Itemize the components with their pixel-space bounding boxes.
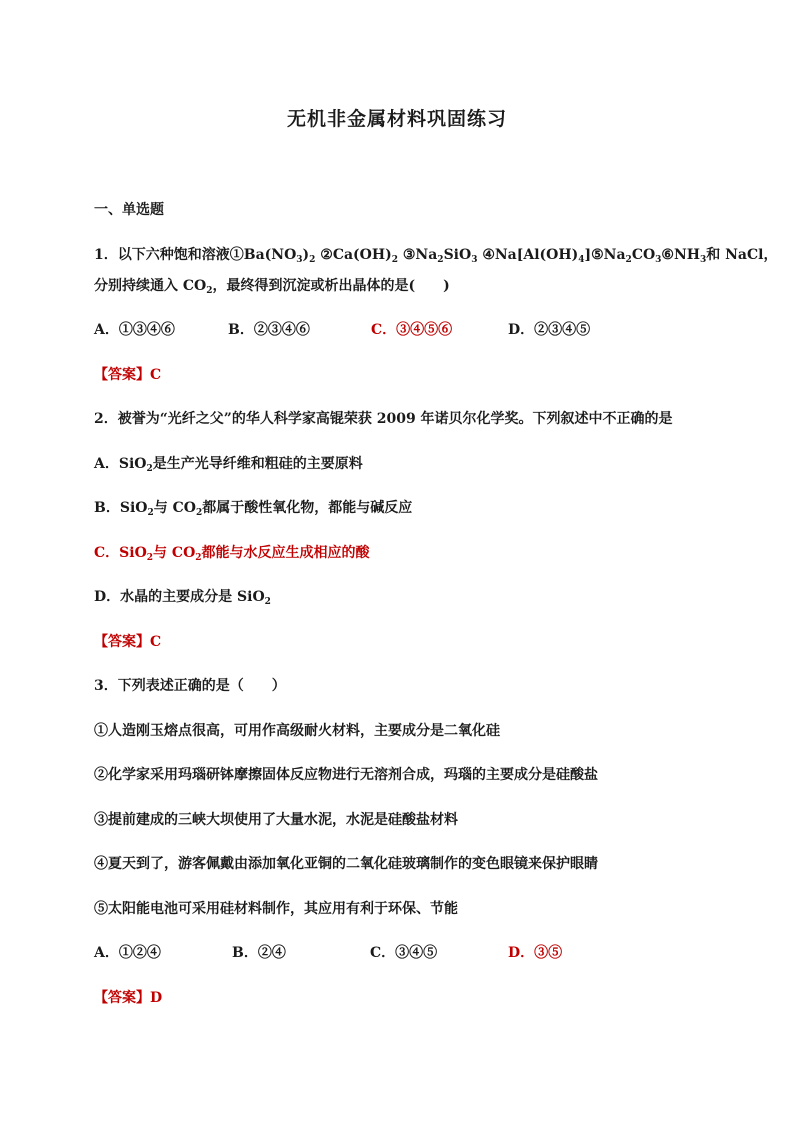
q1-answer: 【答案】C <box>94 367 162 383</box>
q3-option-d: D．③⑤ <box>508 945 563 961</box>
q3-option-b: B．②④ <box>232 945 286 961</box>
q1-stem-line2: 分别持续通入 $CO_2$，最终得到沉淀或析出晶体的是( ) <box>94 278 450 296</box>
q3-statement-3: ③提前建成的三峡大坝使用了大量水泥，水泥是硅酸盐材料 <box>94 812 458 828</box>
q1-option-c: C．③④⑤⑥ <box>371 322 453 338</box>
q2-option-b: B．SiO$_2$与 $CO_2$都属于酸性氧化物，都能与碱反应 <box>94 500 413 518</box>
q1-option-b: B．②③④⑥ <box>228 322 310 338</box>
q2-option-d: D．水晶的主要成分是 SiO$_2$ <box>94 589 271 607</box>
q1-option-a: A．①③④⑥ <box>94 322 175 338</box>
q2-option-a: A．SiO$_2$是生产光导纤维和粗硅的主要原料 <box>94 456 363 474</box>
q3-option-a: A．①②④ <box>94 945 161 961</box>
q3-statement-4: ④夏天到了，游客佩戴由添加氧化亚铜的二氧化硅玻璃制作的变色眼镜来保护眼睛 <box>94 856 598 872</box>
q3-statement-5: ⑤太阳能电池可采用硅材料制作，其应用有利于环保、节能 <box>94 901 458 917</box>
q2-stem: 2．被誉为“光纤之父”的华人科学家高锟荣获 2009 年诺贝尔化学奖。下列叙述中不正确的是 <box>94 411 673 427</box>
q2-option-c: C．SiO$_2$与 $CO_2$都能与水反应生成相应的酸 <box>94 545 370 563</box>
q3-stem: 3．下列表述正确的是（ ） <box>94 678 286 694</box>
section-heading: 一、单选题 <box>94 202 164 218</box>
q2-answer: 【答案】C <box>94 634 162 650</box>
q3-option-c: C．③④⑤ <box>370 945 438 961</box>
q3-answer: 【答案】D <box>94 990 163 1006</box>
q3-statement-1: ①人造刚玉熔点很高，可用作高级耐火材料，主要成分是二氧化硅 <box>94 723 500 739</box>
q1-stem-line1: 1．以下六种饱和溶液$①Ba(NO_3)_2$ $②Ca(OH)_2$ $③Na_2SiO_3$ $④Na[Al(OH)_4]⑤Na_2CO_3⑥NH_3$和 NaCl， <box>94 247 778 265</box>
q1-option-d: D．②③④⑤ <box>508 322 591 338</box>
document-title: 无机非金属材料巩固练习 <box>286 108 507 130</box>
q3-statement-2: ②化学家采用玛瑙研钵摩擦固体反应物进行无溶剂合成，玛瑙的主要成分是硅酸盐 <box>94 767 598 783</box>
